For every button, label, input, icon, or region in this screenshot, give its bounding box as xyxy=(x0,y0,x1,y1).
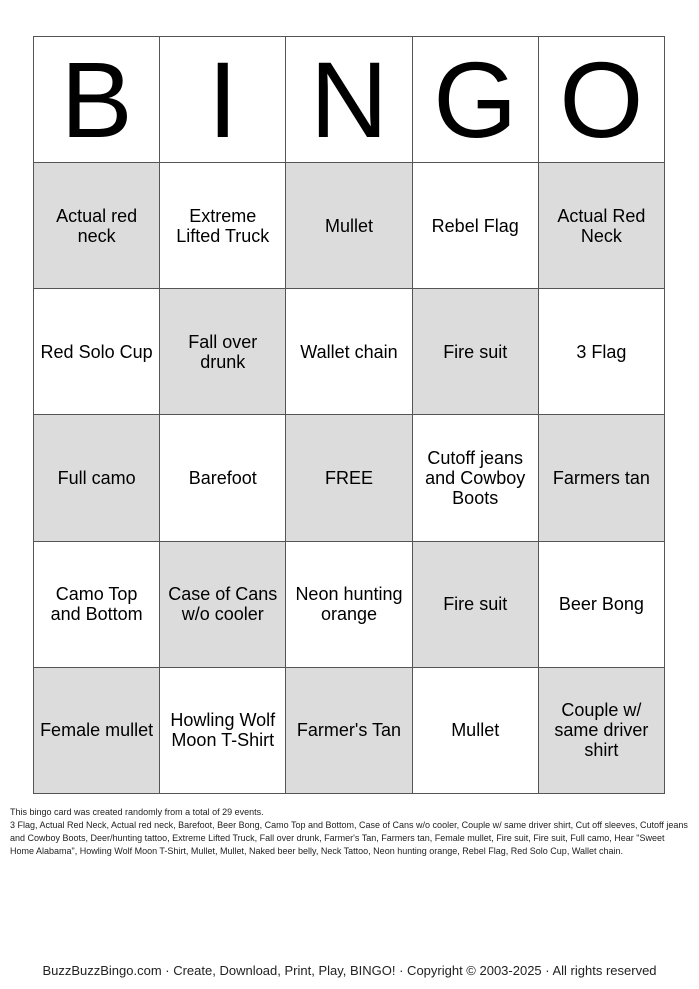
header-letter-o: O xyxy=(539,37,665,163)
bingo-square: Cutoff jeans and Cowboy Boots xyxy=(413,415,539,541)
header-letter-b: B xyxy=(34,37,160,163)
bingo-square: 3 Flag xyxy=(539,289,665,415)
bingo-square: Extreme Lifted Truck xyxy=(160,163,286,289)
bingo-square: Howling Wolf Moon T-Shirt xyxy=(160,668,286,794)
header-letter-n: N xyxy=(286,37,412,163)
header-letter-g: G xyxy=(413,37,539,163)
bingo-square: Actual red neck xyxy=(34,163,160,289)
bingo-square: Camo Top and Bottom xyxy=(34,542,160,668)
bingo-square: Fall over drunk xyxy=(160,289,286,415)
bingo-square: Full camo xyxy=(34,415,160,541)
bingo-square: Rebel Flag xyxy=(413,163,539,289)
bingo-square: Farmers tan xyxy=(539,415,665,541)
footer-copyright: BuzzBuzzBingo.com · Create, Download, Print, Play, BINGO! · Copyright © 2003-2025 · All rights reserved xyxy=(42,963,657,978)
bingo-square: Fire suit xyxy=(413,542,539,668)
header-letter-i: I xyxy=(160,37,286,163)
card-info-summary: This bingo card was created randomly from a total of 29 events. xyxy=(10,807,264,817)
card-info xyxy=(10,806,690,858)
bingo-square: Female mullet xyxy=(34,668,160,794)
bingo-square: Beer Bong xyxy=(539,542,665,668)
bingo-square: Actual Red Neck xyxy=(539,163,665,289)
bingo-square: Fire suit xyxy=(413,289,539,415)
bingo-square: Neon hunting orange xyxy=(286,542,412,668)
free-square: FREE xyxy=(286,415,412,541)
bingo-square: Red Solo Cup xyxy=(34,289,160,415)
bingo-square: Mullet xyxy=(413,668,539,794)
card-info-event-list: 3 Flag, Actual Red Neck, Actual red neck, Barefoot, Beer Bong, Camo Top and Bottom, Case of Cans w/o cooler, Couple w/ same driver shirt, Cut off sleeves, Cutoff jeans and Cowboy Boots, Deer/hunting tattoo, Extreme Lifted Truck, Fall over drunk, Farmer's Tan, Farmers tan, Female mullet, Fire suit, Fire suit, Full camo, Hear "Sweet Home Alabama", Howling Wolf Moon T-Shirt, Mullet, Mullet, Naked beer belly, Neck Tattoo, Neon hunting orange, Rebel Flag, Red Solo Cup, Wallet chain. xyxy=(10,820,688,856)
bingo-square: Case of Cans w/o cooler xyxy=(160,542,286,668)
bingo-square: Mullet xyxy=(286,163,412,289)
bingo-square: Farmer's Tan xyxy=(286,668,412,794)
bingo-square: Barefoot xyxy=(160,415,286,541)
bingo-square: Wallet chain xyxy=(286,289,412,415)
bingo-square: Couple w/ same driver shirt xyxy=(539,668,665,794)
bingo-card xyxy=(33,36,665,794)
